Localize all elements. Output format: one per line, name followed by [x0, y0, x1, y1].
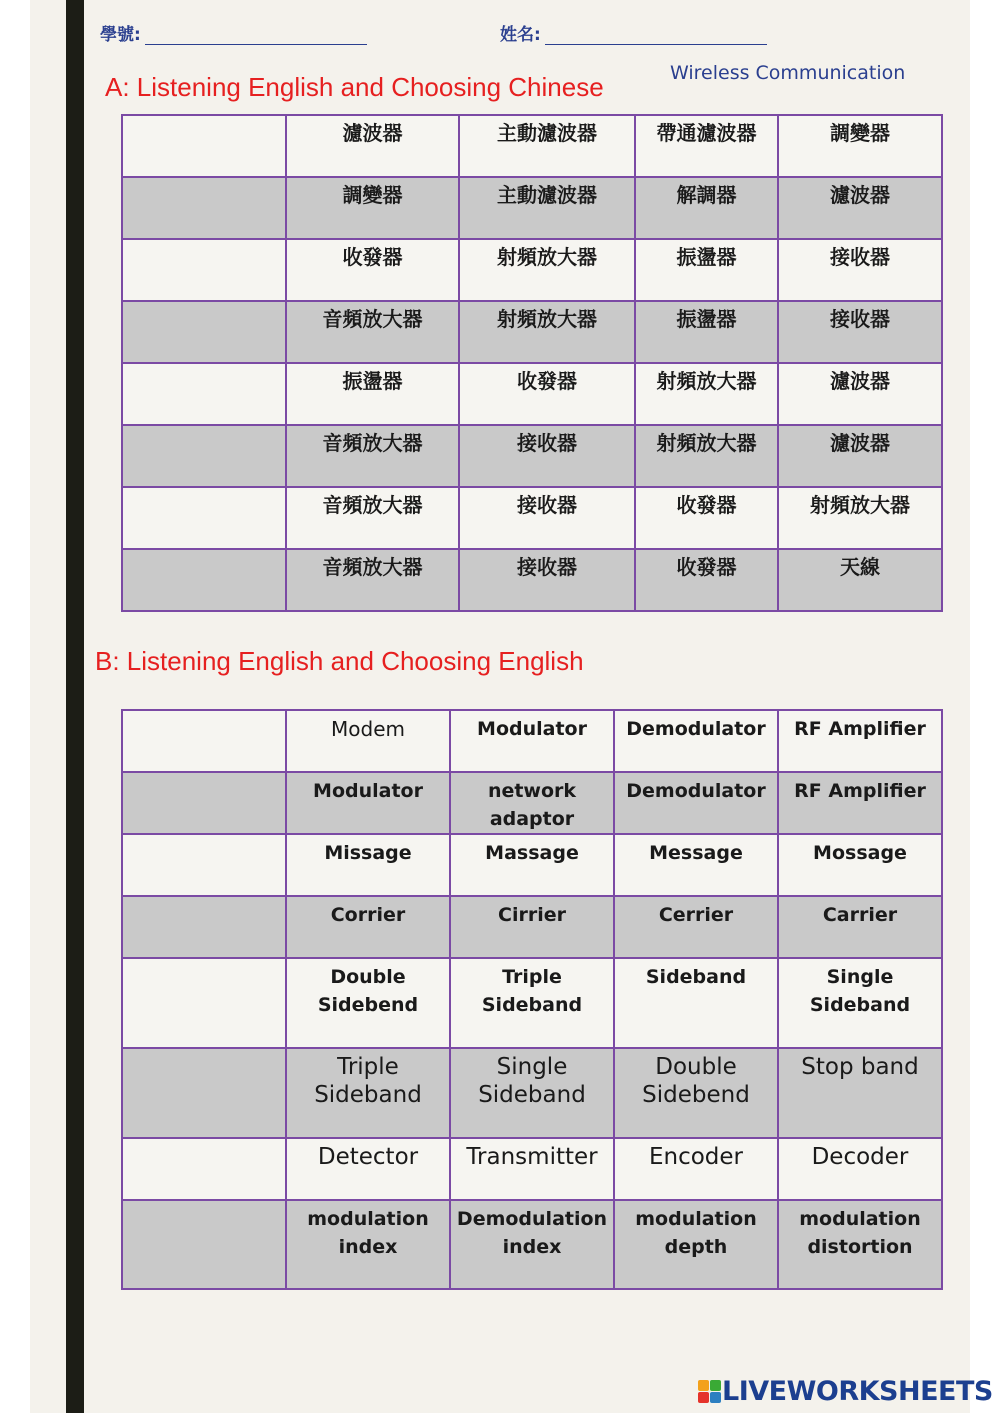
liveworksheets-logo-icon [698, 1380, 722, 1404]
option-cell[interactable]: 解調器 [635, 177, 778, 239]
option-cell[interactable]: Cirrier [450, 896, 614, 958]
option-cell[interactable]: 射頻放大器 [635, 425, 778, 487]
option-cell[interactable]: Missage [286, 834, 450, 896]
option-cell[interactable]: Modem [286, 710, 450, 772]
option-cell[interactable]: 射頻放大器 [778, 487, 942, 549]
option-cell[interactable]: 振盪器 [635, 301, 778, 363]
option-cell[interactable]: 濾波器 [778, 363, 942, 425]
option-cell[interactable]: RF Amplifier [778, 710, 942, 772]
section-b-title: B: Listening English and Choosing English [95, 646, 584, 676]
option-cell[interactable]: Demodulator [614, 710, 778, 772]
table-row [122, 1200, 942, 1289]
answer-cell[interactable] [122, 487, 286, 549]
option-cell[interactable]: 調變器 [286, 177, 459, 239]
table-row [122, 425, 942, 487]
answer-cell[interactable] [122, 834, 286, 896]
binding-bar [66, 0, 84, 1413]
option-cell[interactable]: 主動濾波器 [459, 115, 635, 177]
option-cell[interactable]: 收發器 [459, 363, 635, 425]
option-cell[interactable]: 天線 [778, 549, 942, 611]
answer-cell[interactable] [122, 710, 286, 772]
table-row [122, 710, 942, 772]
table-row [122, 549, 942, 611]
table-row [122, 1048, 942, 1138]
option-cell[interactable]: 濾波器 [286, 115, 459, 177]
option-cell[interactable]: Stop band [778, 1048, 942, 1138]
option-cell[interactable]: 振盪器 [286, 363, 459, 425]
option-cell[interactable]: Single Sideband [778, 958, 942, 1048]
section-b-table [121, 709, 943, 1290]
option-cell[interactable]: 調變器 [778, 115, 942, 177]
answer-cell[interactable] [122, 1048, 286, 1138]
option-cell[interactable]: 音頻放大器 [286, 549, 459, 611]
option-cell[interactable]: Triple Sideband [286, 1048, 450, 1138]
option-cell[interactable]: 收發器 [635, 549, 778, 611]
option-cell[interactable]: Modulator [450, 710, 614, 772]
option-cell[interactable]: Massage [450, 834, 614, 896]
option-cell[interactable]: 射頻放大器 [459, 301, 635, 363]
student-name-label: 姓名: [500, 25, 541, 45]
option-cell[interactable]: RF Amplifier [778, 772, 942, 834]
table-row [122, 958, 942, 1048]
option-cell[interactable]: 音頻放大器 [286, 301, 459, 363]
option-cell[interactable]: modulation depth [614, 1200, 778, 1289]
student-number-label: 學號: [100, 25, 141, 45]
option-cell[interactable]: 接收器 [778, 239, 942, 301]
option-cell[interactable]: 音頻放大器 [286, 425, 459, 487]
option-cell[interactable]: Detector [286, 1138, 450, 1200]
student-name-blank[interactable] [545, 29, 767, 45]
option-cell[interactable]: Double Sidebend [286, 958, 450, 1048]
answer-cell[interactable] [122, 896, 286, 958]
option-cell[interactable]: 濾波器 [778, 425, 942, 487]
table-row [122, 239, 942, 301]
option-cell[interactable]: 收發器 [635, 487, 778, 549]
section-a-title: A: Listening English and Choosing Chinese [105, 72, 604, 102]
option-cell[interactable]: Double Sidebend [614, 1048, 778, 1138]
student-number-field [100, 20, 367, 45]
table-row [122, 115, 942, 177]
brand-name: LIVEWORKSHEETS [722, 1376, 993, 1407]
option-cell[interactable]: Carrier [778, 896, 942, 958]
option-cell[interactable]: Message [614, 834, 778, 896]
option-cell[interactable]: Demodulation index [450, 1200, 614, 1289]
option-cell[interactable]: Single Sideband [450, 1048, 614, 1138]
option-cell[interactable]: Mossage [778, 834, 942, 896]
option-cell[interactable]: Sideband [614, 958, 778, 1048]
option-cell[interactable]: modulation index [286, 1200, 450, 1289]
option-cell[interactable]: 接收器 [459, 487, 635, 549]
subject-title: Wireless Communication [670, 62, 906, 84]
option-cell[interactable]: Cerrier [614, 896, 778, 958]
student-name-field [500, 20, 767, 45]
answer-cell[interactable] [122, 301, 286, 363]
section-a-table [121, 114, 943, 612]
answer-cell[interactable] [122, 363, 286, 425]
option-cell[interactable]: 振盪器 [635, 239, 778, 301]
table-row [122, 772, 942, 834]
answer-cell[interactable] [122, 239, 286, 301]
option-cell[interactable]: 濾波器 [778, 177, 942, 239]
option-cell[interactable]: modulation distortion [778, 1200, 942, 1289]
option-cell[interactable]: Demodulator [614, 772, 778, 834]
table-row [122, 177, 942, 239]
option-cell[interactable]: Modulator [286, 772, 450, 834]
answer-cell[interactable] [122, 177, 286, 239]
answer-cell[interactable] [122, 425, 286, 487]
student-number-blank[interactable] [145, 29, 367, 45]
option-cell[interactable]: Corrier [286, 896, 450, 958]
option-cell[interactable]: 主動濾波器 [459, 177, 635, 239]
answer-cell[interactable] [122, 549, 286, 611]
liveworksheets-brand[interactable] [698, 1376, 993, 1407]
option-cell[interactable]: 收發器 [286, 239, 459, 301]
answer-cell[interactable] [122, 1200, 286, 1289]
option-cell[interactable]: Encoder [614, 1138, 778, 1200]
option-cell[interactable]: 射頻放大器 [459, 239, 635, 301]
answer-cell[interactable] [122, 958, 286, 1048]
option-cell[interactable]: Triple Sideband [450, 958, 614, 1048]
option-cell[interactable]: 接收器 [459, 425, 635, 487]
table-row [122, 1138, 942, 1200]
table-row [122, 363, 942, 425]
table-row [122, 487, 942, 549]
option-cell[interactable]: Transmitter [450, 1138, 614, 1200]
option-cell[interactable]: 帶通濾波器 [635, 115, 778, 177]
option-cell[interactable]: network adaptor [450, 772, 614, 834]
option-cell[interactable]: 射頻放大器 [635, 363, 778, 425]
answer-cell[interactable] [122, 115, 286, 177]
table-row [122, 896, 942, 958]
option-cell[interactable]: Decoder [778, 1138, 942, 1200]
option-cell[interactable]: 接收器 [778, 301, 942, 363]
answer-cell[interactable] [122, 1138, 286, 1200]
table-row [122, 301, 942, 363]
answer-cell[interactable] [122, 772, 286, 834]
option-cell[interactable]: 接收器 [459, 549, 635, 611]
option-cell[interactable]: 音頻放大器 [286, 487, 459, 549]
table-row [122, 834, 942, 896]
